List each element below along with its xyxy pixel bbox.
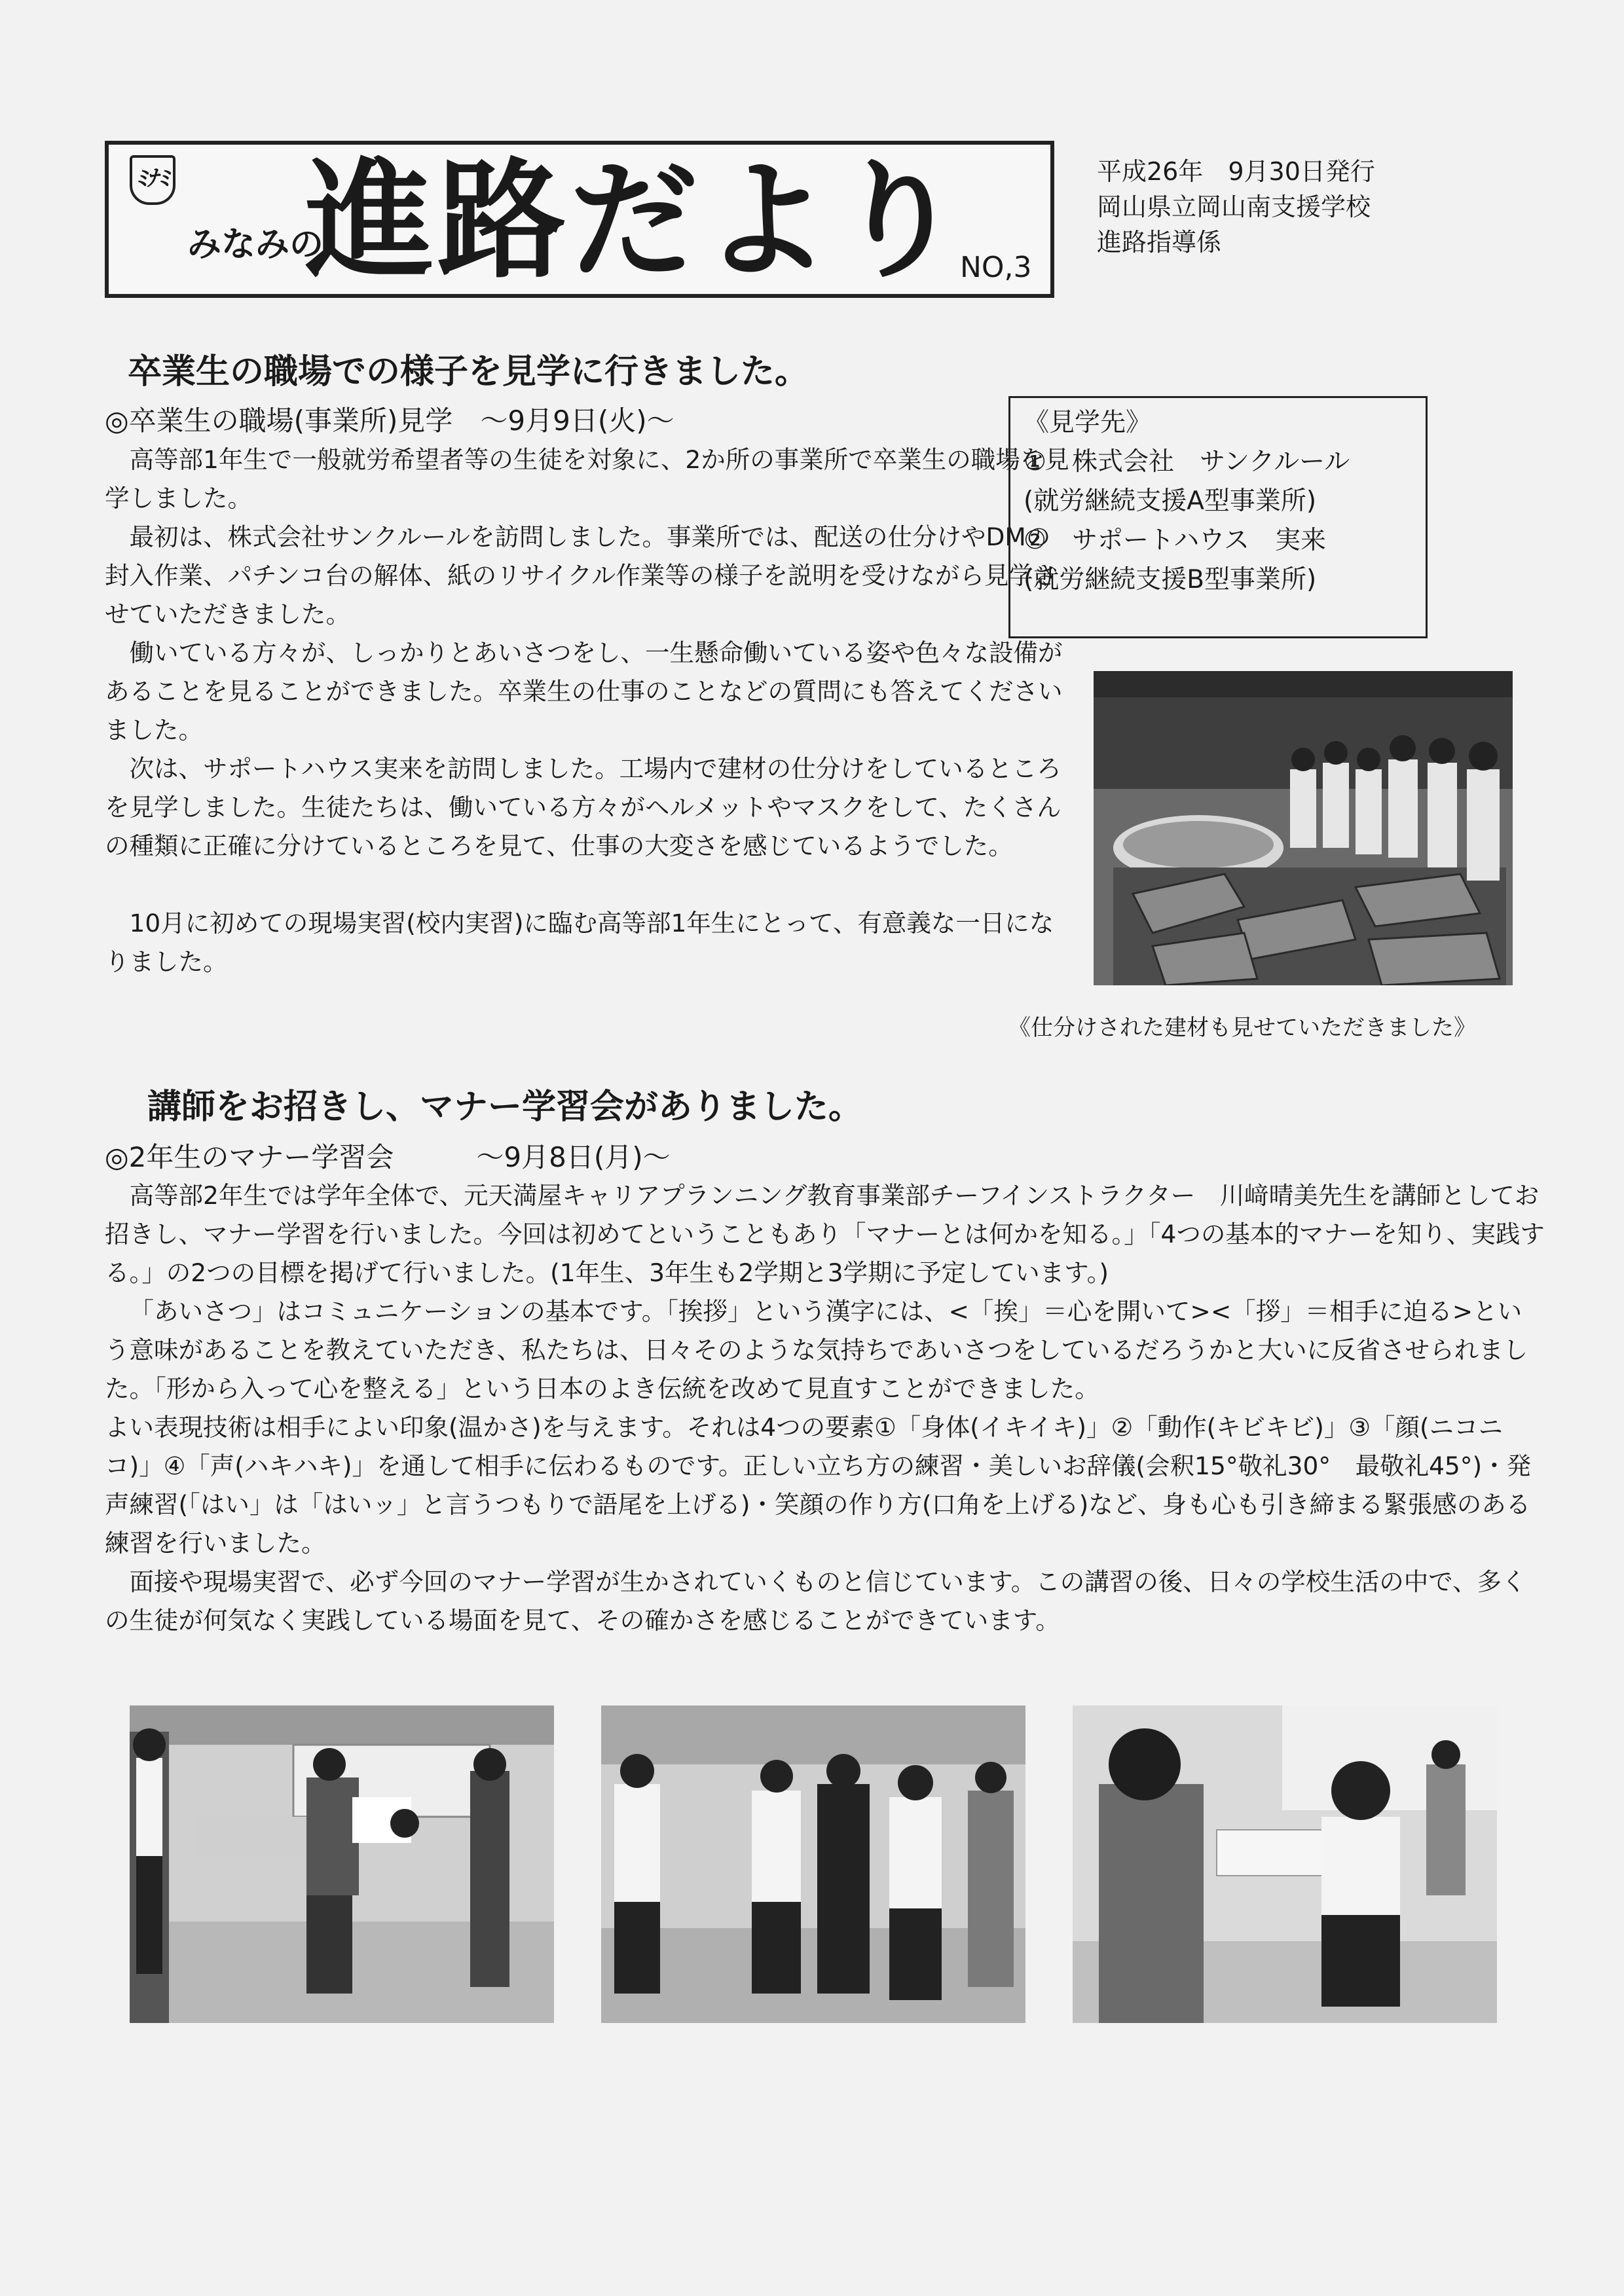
visit-line: ② サポートハウス 実来	[1024, 526, 1327, 555]
section1-body-2	[105, 518, 1074, 634]
paragraph: 「あいさつ」はコミュニケーションの基本です。「挨拶」という漢字には、<「挨」＝心を開いて><「拶」＝相手に迫る>という意味があることを教えていただき、私たちは、日々そのような気持ちであいさつをしているだろうかと大いに反省させられました。「形から入って心を整える」という日本のよき伝統を改めて見直すことができました。	[105, 1297, 1528, 1403]
manner-photo-bowing	[130, 1705, 554, 2023]
paragraph: 最初は、株式会社サンクルールを訪問しました。事業所では、配送の仕分けやDMの封入作業、パチンコ台の解体、紙のリサイクル作業等の様子を説明を受けながら見学させていただきました。	[105, 522, 1058, 629]
visit-line: (就労継続支援B型事業所)	[1024, 565, 1317, 594]
manner-photo-handover	[1073, 1705, 1497, 2023]
school-name: 岡山県立岡山南支援学校	[1097, 192, 1371, 221]
issue-date: 平成26年 9月30日発行	[1097, 157, 1375, 186]
paragraph: 次は、サポートハウス実来を訪問しました。工場内で建材の仕分けをしているところを見学しました。生徒たちは、働いている方々がヘルメットやマスクをして、たくさんの種類に正確に分けているところを見て、仕事の大変さを感じているようでした。	[105, 754, 1061, 860]
section1-body-3	[105, 634, 1074, 750]
paragraph: 10月に初めての現場実習(校内実習)に臨む高等部1年生にとって、有意義な一日になりました。	[105, 909, 1054, 976]
masthead	[105, 141, 1054, 298]
workshop-photo	[1094, 671, 1513, 985]
visit-destinations-box	[1008, 396, 1428, 638]
section2-title: 講師をお招きし、マナー学習会がありました。	[147, 1087, 863, 1127]
visit-line: ① 株式会社 サンクルール	[1024, 447, 1350, 477]
department: 進路指導係	[1097, 228, 1222, 257]
section2-body	[105, 1176, 1545, 1292]
section2-body-2	[105, 1292, 1545, 1408]
paragraph: 高等部2年生では学年全体で、元天満屋キャリアプランニング教育事業部チーフインストラクター 川﨑晴美先生を講師としてお招きし、マナー学習を行いました。今回は初めてということもあり「マナーとは何かを知る。」「4つの基本的マナーを知り、実践する。」の2つの目標を掲げて行いました。(1年生、3年生も2学期と3学期に予定しています。)	[105, 1181, 1545, 1287]
masthead-subtitle: みなみの	[187, 225, 324, 264]
section1-body	[105, 441, 1074, 518]
visit-heading: 《見学先》	[1024, 408, 1152, 437]
photo-caption: 《仕分けされた建材も見せていただきました》	[1008, 1015, 1476, 1041]
visit-line: (就労継続支援A型事業所)	[1024, 486, 1317, 516]
masthead-title: 進路だより	[305, 147, 967, 296]
issue-number: NO,3	[960, 251, 1032, 284]
section2-body-3	[105, 1408, 1545, 1563]
section1-subtitle: ◎卒業生の職場(事業所)見学 ～9月9日(火)～	[105, 405, 674, 437]
paragraph: 面接や現場実習で、必ず今回のマナー学習が生かされていくものと信じています。この講習の後、日々の学校生活の中で、多くの生徒が何気なく実践している場面を見て、その確かさを感じることができています。	[105, 1567, 1526, 1635]
section1-body-4	[105, 750, 1074, 866]
section1-title: 卒業生の職場での様子を見学に行きました。	[128, 352, 809, 392]
issue-meta	[1097, 154, 1375, 260]
section1-body-5	[105, 904, 1074, 981]
section2-body-4	[105, 1563, 1545, 1640]
paragraph: 働いている方々が、しっかりとあいさつをし、一生懸命働いている姿や色々な設備があることを見ることができました。卒業生の仕事のことなどの質問にも答えてくださいました。	[105, 638, 1063, 744]
school-logo: ﾐﾅﾐ	[130, 155, 175, 205]
paragraph: よい表現技術は相手によい印象(温かさ)を与えます。それは4つの要素①「身体(イキイキ)」②「動作(キビキビ)」③「顔(ニコニコ)」④「声(ハキハキ)」を通して相手に伝わるものです。正しい立ち方の練習・美しいお辞儀(会釈15°敬礼30° 最敬礼45°)・発声練習(「はい」は「はいッ」と言うつもりで語尾を上げる)・笑顔の作り方(口角を上げる)など、身も心も引き締まる緊張感のある練習を行いました。	[105, 1413, 1532, 1558]
manner-photo-standing	[601, 1705, 1025, 2023]
paragraph: 高等部1年生で一般就労希望者等の生徒を対象に、2か所の事業所で卒業生の職場を見学しました。	[105, 445, 1069, 513]
section2-subtitle: ◎2年生のマナー学習会 ～9月8日(月)～	[105, 1141, 671, 1173]
